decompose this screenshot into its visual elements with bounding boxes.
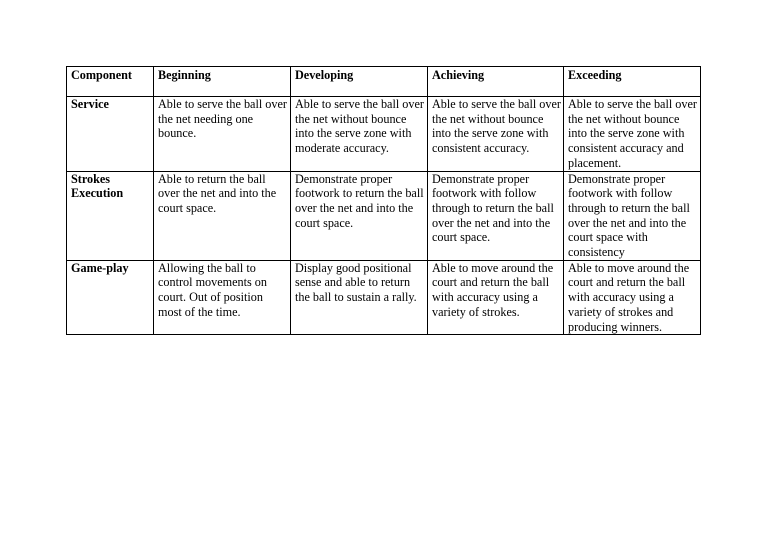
table-row [67,97,701,172]
header-achieving: Achieving [428,67,564,97]
gameplay-beginning: Allowing the ball to control movements on court. Out of position most of the time. [154,260,291,335]
gameplay-developing: Display good positional sense and able to return the ball to sustain a rally. [291,260,428,335]
strokes-achieving: Demonstrate proper footwork with follow through to return the ball over the net and into the court space. [428,171,564,260]
service-beginning: Able to serve the ball over the net needing one bounce. [154,97,291,172]
rubric-table [66,66,701,335]
strokes-exceeding: Demonstrate proper footwork with follow through to return the ball over the net and into the court space with consistency [564,171,701,260]
table-header-row [67,67,701,97]
component-strokes-execution: Strokes Execution [67,171,154,260]
service-developing: Able to serve the ball over the net without bounce into the serve zone with moderate accuracy. [291,97,428,172]
header-beginning: Beginning [154,67,291,97]
header-developing: Developing [291,67,428,97]
strokes-developing: Demonstrate proper footwork to return the ball over the net and into the court space. [291,171,428,260]
service-exceeding: Able to serve the ball over the net without bounce into the serve zone with consistent accuracy and placement. [564,97,701,172]
table-row [67,260,701,335]
component-service: Service [67,97,154,172]
service-achieving: Able to serve the ball over the net without bounce into the serve zone with consistent accuracy. [428,97,564,172]
component-game-play: Game-play [67,260,154,335]
header-exceeding: Exceeding [564,67,701,97]
gameplay-exceeding: Able to move around the court and return the ball with accuracy using a variety of strokes and producing winners. [564,260,701,335]
table-row [67,171,701,260]
header-component: Component [67,67,154,97]
gameplay-achieving: Able to move around the court and return the ball with accuracy using a variety of strokes. [428,260,564,335]
strokes-beginning: Able to return the ball over the net and into the court space. [154,171,291,260]
